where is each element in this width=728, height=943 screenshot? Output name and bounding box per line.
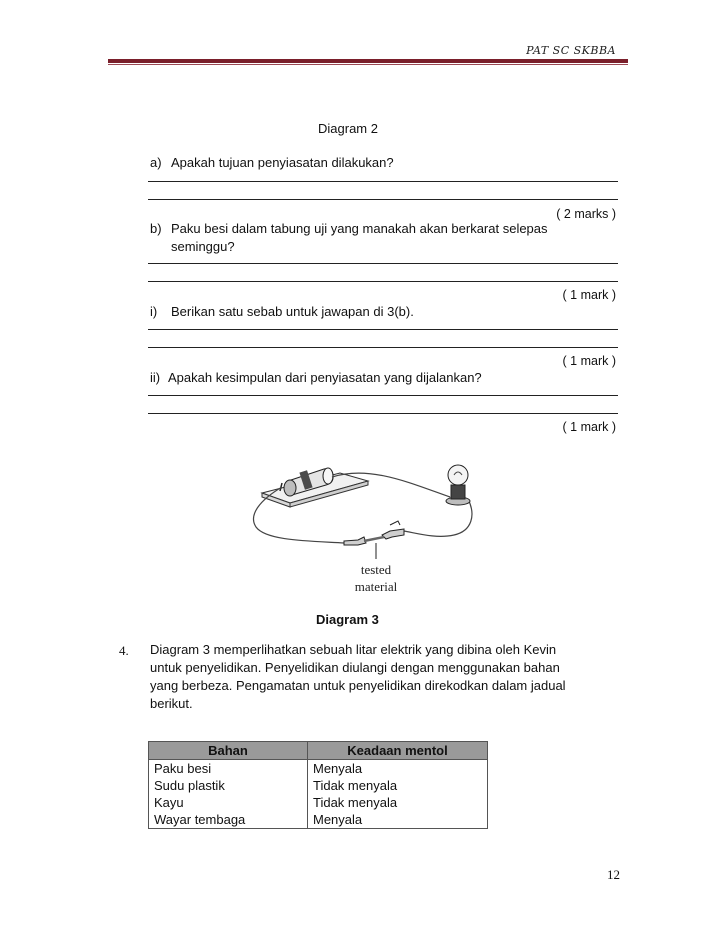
answer-line [148,199,618,200]
table-row [149,760,488,778]
question-ii-marks: ( 1 mark ) [562,420,616,434]
header-rule-thin [108,64,628,65]
table-cell-keadaan: Menyala [308,811,488,829]
answer-line [148,181,618,182]
answer-line [148,413,618,414]
crocodile-clip-right-icon [382,521,404,539]
table-cell-bahan: Wayar tembaga [149,811,308,829]
table-row [149,811,488,829]
question-i-label: i) [150,304,158,319]
crocodile-clip-left-icon [344,537,366,545]
question-i-marks: ( 1 mark ) [562,354,616,368]
table-cell-bahan: Kayu [149,794,308,811]
header-rule-thick [108,59,628,63]
table-cell-keadaan: Menyala [308,760,488,778]
table-row [149,794,488,811]
question-4-line-3: yang berbeza. Pengamatan untuk penyelidikan direkodkan dalam jadual [150,678,566,693]
question-ii-label: ii) [150,370,161,385]
diagram3-title: Diagram 3 [316,612,379,627]
table-cell-keadaan: Tidak menyala [308,777,488,794]
question-4-number: 4. [119,643,129,658]
table-header-row [149,742,488,760]
question-b-marks: ( 1 mark ) [562,288,616,302]
question-4-line-1: Diagram 3 memperlihatkan sebuah litar elektrik yang dibina oleh Kevin [150,642,557,657]
question-ii-text: Apakah kesimpulan dari penyiasatan yang dijalankan? [168,370,482,385]
bulb-icon [446,465,470,505]
question-b-text-line1: Paku besi dalam tabung uji yang manakah akan berkarat selepas [171,221,548,236]
question-i-text: Berikan satu sebab untuk jawapan di 3(b). [171,304,414,319]
tested-material-caption [326,561,426,595]
caption-line-2: material [354,579,398,594]
table-cell-keadaan: Tidak menyala [308,794,488,811]
results-table [148,741,488,829]
table-cell-bahan: Paku besi [149,760,308,778]
caption-line-1: tested [360,562,392,577]
answer-line [148,281,618,282]
circuit-diagram [240,455,500,560]
question-4-line-4: berikut. [150,696,193,711]
diagram2-title: Diagram 2 [318,121,378,136]
question-4-line-2: untuk penyelidikan. Penyelidikan diulangi dengan menggunakan bahan [150,660,560,675]
answer-line [148,263,618,264]
page-header-text: PAT SC SKBBA [526,44,616,57]
table-header-keadaan-mentol: Keadaan mentol [308,742,488,760]
question-a-marks: ( 2 marks ) [556,207,616,221]
question-b-text-line2: seminggu? [171,239,235,254]
table-row [149,777,488,794]
answer-line [148,347,618,348]
question-a-text: Apakah tujuan penyiasatan dilakukan? [171,155,394,170]
table-header-bahan: Bahan [149,742,308,760]
answer-line [148,329,618,330]
tested-material-sample [364,537,384,541]
question-b-label: b) [150,221,162,236]
answer-line [148,395,618,396]
question-a-label: a) [150,155,162,170]
page-number: 12 [607,867,620,882]
table-cell-bahan: Sudu plastik [149,777,308,794]
